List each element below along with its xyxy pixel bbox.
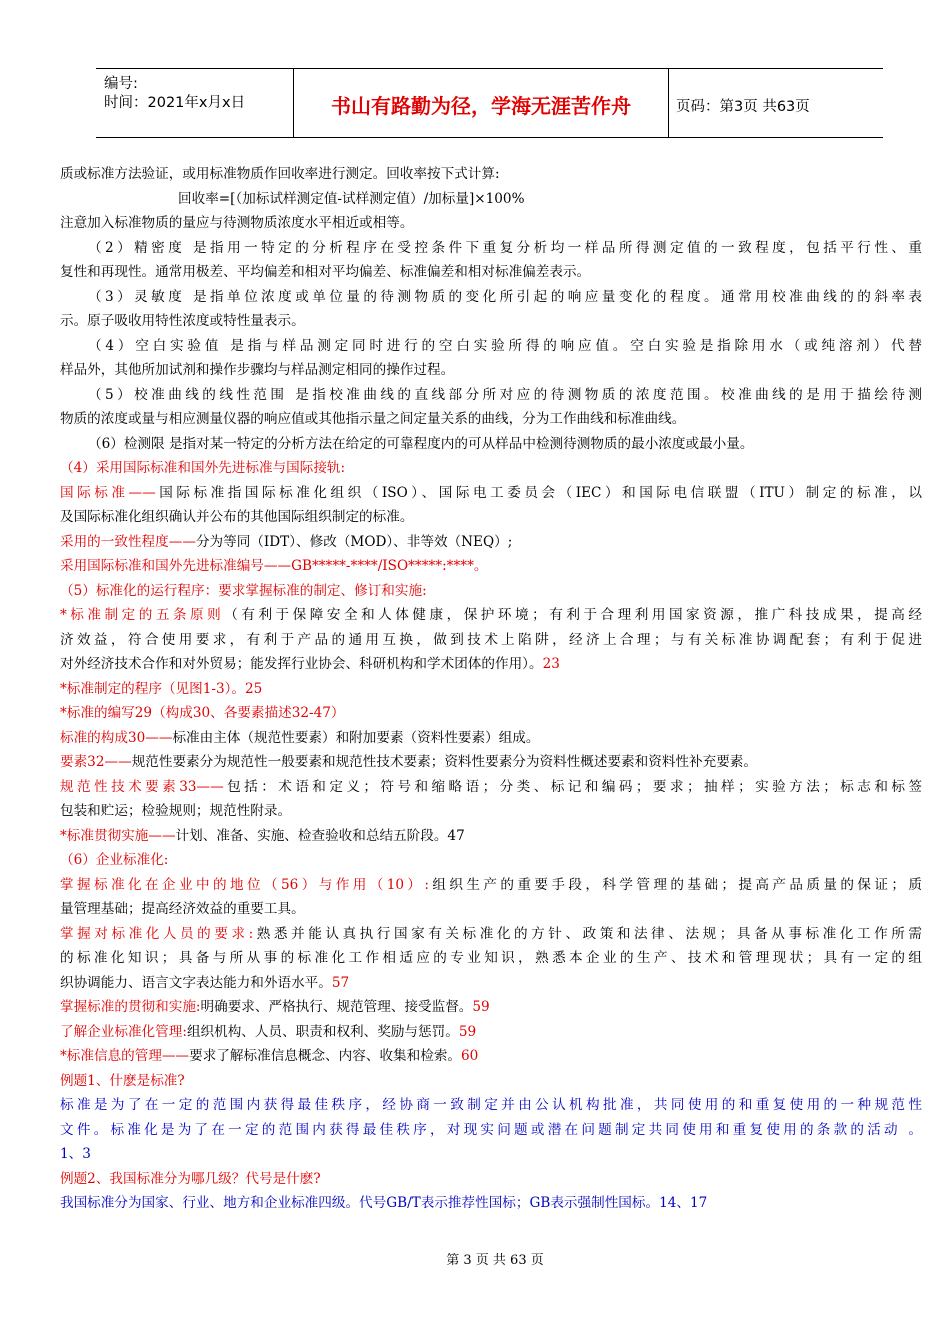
motto: 书山有路勤为径，学海无涯苦作舟	[331, 94, 631, 118]
header-page-cell	[668, 69, 883, 137]
line-text: *标准制定的程序（见图1-3）。25	[60, 680, 263, 697]
line-highlight: 采用的一致性程度——	[60, 533, 196, 550]
line-text: （4）空白实验值 是指与样品测定同时进行的空白实验所得的响应值。空白实验是指除用水（或纯溶剂）代替	[88, 337, 922, 354]
line-text: （有利于保障安全和人体健康，保护环境；有利于合理利用国家资源，推广科技成果，提高经	[224, 607, 923, 623]
line-text: 复性和再现性。通常用极差、平均偏差和相对平均偏差、标准偏差和相对标准偏差表示。	[60, 264, 591, 280]
line-text: 织协调能力、语言文字表达能力和外语水平。	[60, 974, 332, 991]
text-line	[60, 897, 922, 922]
text-line	[60, 530, 922, 555]
line-text: 质或标准方法验证，或用标准物质作回收率进行测定。回收率按下式计算:	[60, 166, 500, 182]
line-text: 国际标准指国际标准化组织（ISO）、国际电工委员会（IEC）和国际电信联盟（ITU）制定的标准，以	[155, 484, 922, 501]
line-text: （5）标准化的运行程序：要求掌握标准的制定、修订和实施:	[60, 582, 427, 599]
line-text: 要求了解标准信息概念、内容、收集和检索。	[189, 1048, 462, 1064]
line-highlight: 掌握对标准化人员的要求:	[60, 925, 254, 942]
page-label: 页码：第3页 共63页	[676, 99, 810, 115]
text-line	[60, 432, 922, 457]
text-line	[60, 848, 922, 873]
text-line	[60, 701, 922, 726]
text-line	[60, 236, 922, 261]
page-ref: 23	[542, 656, 560, 672]
line-text: 济效益，符合使用要求，有利于产品的通用互换，做到技术上陷阱，经济上合理；与有关标准协调配套；有利于促进	[60, 631, 922, 648]
line-text: 组织生产的重要手段，科学管理的基础；提高产品质量的保证；质	[429, 876, 922, 893]
header-motto-cell	[293, 69, 669, 137]
page-ref: 59	[458, 1023, 477, 1040]
text-line	[60, 407, 922, 432]
line-text: 规范性要素分为规范性一般要素和规范性技术要素；资料性要素分为资料性概述要素和资料性补充要素。	[131, 754, 757, 770]
text-line	[60, 922, 922, 947]
text-line	[60, 383, 922, 408]
line-highlight: *标准制定的五条原则	[60, 607, 225, 623]
text-line	[60, 1118, 922, 1143]
line-highlight: 规范性技术要素33——	[60, 778, 224, 795]
text-line	[60, 358, 922, 383]
text-line	[60, 554, 922, 579]
line-text: 标准由主体（规范性要素）和附加要素（资料性要素）组成。	[172, 729, 540, 746]
line-text: *标准的编写29（构成30、各要素描述32-47）	[60, 705, 345, 721]
text-line	[60, 579, 922, 604]
line-text: 包装和贮运；检验规则；规范性附录。	[60, 803, 292, 819]
text-line	[60, 260, 922, 285]
text-line	[60, 726, 922, 751]
line-text: 分为等同（IDT）、修改（MOD）、非等效（NEQ）;	[195, 533, 513, 550]
text-line	[60, 1093, 922, 1118]
line-text: 熟悉并能认真执行国家有关标准化的方针、政策和法律、法规；具备从事标准化工作所需	[253, 925, 922, 942]
text-line	[60, 334, 922, 359]
text-line	[60, 1044, 922, 1069]
line-text: （6）企业标准化:	[60, 852, 169, 868]
text-line	[60, 775, 922, 800]
line-text: 样品外，其他所加试剂和操作步骤均与样品测定相同的操作过程。	[60, 362, 455, 378]
line-text: （4）采用国际标准和国外先进标准与国际接轨:	[60, 460, 346, 476]
line-highlight: 国际标准——	[60, 484, 156, 501]
text-line	[60, 309, 922, 334]
text-line	[60, 824, 922, 849]
document-body	[60, 162, 922, 1216]
line-text: 1、3	[60, 1146, 91, 1162]
text-line	[60, 1069, 922, 1094]
text-line	[60, 456, 922, 481]
line-text: 及国际标准化组织确认并公布的其他国际组织制定的标准。	[60, 509, 414, 525]
line-text: 标准是为了在一定的范围内获得最佳秩序，经协商一致制定并由公认机构批准，共同使用的和重复使用的一种规范性	[60, 1097, 922, 1113]
text-line	[60, 505, 922, 530]
text-line	[60, 162, 922, 187]
line-text: 示。原子吸收用特性浓度或特性量表示。	[60, 313, 305, 329]
line-text: 文件。标准化是为了在一定的范围内获得最佳秩序，对现实问题或潜在问题制定共同使用和重复使用的条款的活动 。	[60, 1121, 922, 1138]
text-line	[60, 285, 922, 310]
line-text: 计划、准备、实施、检查验收和总结五阶段。47	[175, 827, 465, 844]
line-highlight: *标准信息的管理——	[60, 1048, 190, 1064]
line-text: 包括：术语和定义；符号和缩略语；分类、标记和编码；要求；抽样；实验方法；标志和标签	[223, 778, 922, 795]
line-text: 注意加入标准物质的量应与待测物质浓度水平相近或相等。	[60, 215, 414, 231]
line-highlight: 了解企业标准化管理:	[60, 1023, 187, 1040]
text-line	[60, 873, 922, 898]
text-line	[60, 995, 922, 1020]
line-text: 我国标准分为国家、行业、地方和企业标准四级。代号GB/T表示推荐性国标；GB表示强制性国标。14、17	[60, 1195, 708, 1211]
line-text: 例题1、什麽是标准?	[60, 1072, 185, 1089]
text-line	[60, 677, 922, 702]
text-line	[60, 799, 922, 824]
line-text: 对外经济技术合作和对外贸易；能发挥行业协会、科研机构和学术团体的作用）。	[60, 656, 543, 672]
line-text: 例题2、我国标准分为哪几级？代号是什麽?	[60, 1170, 321, 1187]
page-header	[96, 68, 883, 138]
text-line	[60, 1142, 922, 1167]
line-text: 物质的浓度或量与相应测量仪器的响应值或其他指示量之间定量关系的曲线，分为工作曲线和标准曲线。	[60, 411, 686, 427]
text-line	[60, 628, 922, 653]
line-highlight: 掌握标准的贯彻和实施:	[60, 999, 201, 1015]
text-line	[60, 1191, 922, 1216]
line-highlight: 掌握标准化在企业中的地位（56）与作用（10）:	[60, 876, 429, 893]
line-highlight: 标准的构成30——	[60, 729, 173, 746]
line-text: （6）检测限 是指对某一特定的分析方法在给定的可靠程度内的可从样品中检测待测物质的最小浓度或最小量。	[88, 435, 754, 452]
page-ref: 59	[472, 999, 490, 1015]
text-line	[60, 971, 922, 996]
text-line	[60, 750, 922, 775]
page-ref: 60	[461, 1048, 479, 1064]
text-line	[60, 1167, 922, 1192]
header-meta	[96, 69, 293, 137]
text-line	[60, 187, 922, 212]
line-text: 组织机构、人员、职责和权利、奖励与惩罚。	[186, 1023, 459, 1040]
line-highlight: 要素32——	[60, 754, 132, 770]
code-label: 编号:	[104, 76, 138, 92]
page-ref: 57	[331, 974, 350, 991]
line-text: （3）灵敏度 是指单位浓度或单位量的待测物质的变化所引起的响应量变化的程度。通常用校准曲线的的斜率表	[88, 288, 922, 305]
line-text: 的标准化知识；具备与所从事的标准化工作相适应的专业知识，熟悉本企业的生产、技术和管理现状；具有一定的组	[60, 950, 922, 966]
text-line	[60, 652, 922, 677]
page-footer: 第 3 页 共 63 页	[446, 1253, 544, 1268]
line-text: 回收率=[（加标试样测定值-试样测定值）/加标量]×100%	[178, 190, 525, 207]
line-text: 明确要求、严格执行、规范管理、接受监督。	[200, 999, 473, 1015]
line-highlight: *标准贯彻实施——	[60, 827, 176, 844]
line-text: （2）精密度 是指用一特定的分析程序在受控条件下重复分析均一样品所得测定值的一致程度，包括平行性、重	[88, 239, 922, 256]
line-text: 采用国际标准和国外先进标准编号——GB*****-****/ISO*****:****。	[60, 558, 488, 574]
text-line	[60, 211, 922, 236]
text-line	[60, 1020, 922, 1045]
time-label: 时间：2021年x月x日	[104, 95, 246, 111]
line-text: 量管理基础；提高经济效益的重要工具。	[60, 901, 305, 917]
text-line	[60, 481, 922, 506]
line-text: （5）校准曲线的线性范围 是指校准曲线的直线部分所对应的待测物质的浓度范围。校准曲线的是用于描绘待测	[88, 386, 922, 403]
text-line	[60, 603, 922, 628]
text-line	[60, 946, 922, 971]
